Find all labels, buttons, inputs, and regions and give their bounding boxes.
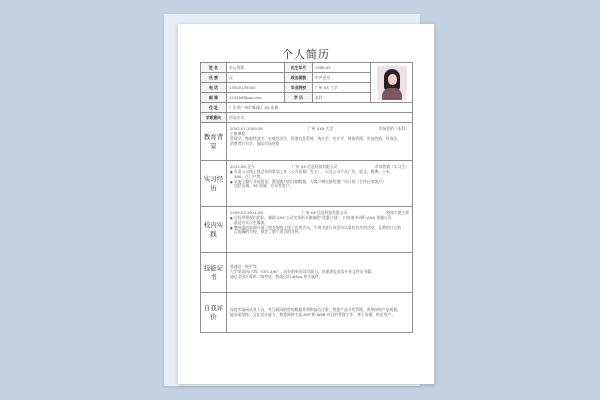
campus-company: 广州 XX 信息科技有限公司 (301, 210, 348, 215)
name-value: 办公资源 (227, 63, 285, 73)
section-content-self-evaluation (227, 293, 413, 333)
education-line: 消费者行为学、国际市场营销 (230, 140, 280, 146)
address-label: 住 址 (201, 103, 227, 113)
internship-dates: 2012.06-至今 (230, 164, 255, 169)
internship-company: 广州 XX 信息科技有限公司 (291, 164, 338, 169)
section-content-education (227, 123, 413, 161)
section-content-skills (227, 253, 413, 293)
political-label: 政治面貌 (285, 73, 313, 83)
education-line: 管理学、微观经济学、宏观经济学、管理信息系统、统计学、会计学、财务管理、市场营销、经济法、 (230, 135, 401, 141)
email-value: 123456@qq.com (227, 93, 285, 103)
name-label: 姓 名 (201, 63, 227, 73)
campus-bullet: ● 整体返回前期开展了相关的线上线下宣传活动，牛展为进行该活动认真的宣传的活动，且聘的订立购 (230, 226, 409, 231)
resume-table (200, 62, 413, 333)
skills-line: 通过全国计算机二级考试，熟练运用 office 相关软件。 (230, 273, 323, 279)
birth-value: 1996.05 (313, 63, 371, 73)
self-evaluation-line: 深度市场网从业人员，对互联网销售的数据营利和技巧注重，熟悉产品开发管理，善用网络产品规划。 (230, 306, 401, 312)
birth-label: 出生年月 (285, 63, 313, 73)
email-label: 邮 箱 (201, 93, 227, 103)
phone-value: 13500135000 (227, 83, 285, 93)
section-title-internship: 实习经历 (201, 161, 227, 207)
education-major: 市场营销（本科） (378, 126, 409, 131)
section-title-education: 教育背景 (201, 123, 227, 161)
degree-label: 学 历 (285, 93, 313, 103)
degree-value: 本科 (313, 93, 371, 103)
internship-line: 包括迈瑞、58 领域、京东等客户。 (234, 183, 294, 189)
school-label: 毕业院校 (285, 83, 313, 93)
internship-line: 360、百门户等。 (234, 173, 265, 179)
campus-line: 目的确的学校，锁定了整个项目的宣传。 (234, 229, 303, 235)
skills-line: 大学英语四/六级（CET-4/6），良好的听说读写能力，快速浏览英语专业文件及书籍； (230, 269, 375, 275)
school-value: 广州 XX 大学 (313, 83, 371, 93)
profile-photo (377, 66, 407, 100)
internship-bullet: ● 实施了解行业的资讯，策划客户的详细数据，为客户制定最优推广设计的（合作过的客户） (230, 180, 409, 185)
campus-bullet: ● 目标带领校内团队，辅助 XXX 公司完成街头路演的“优惠计划”，内容诸多动积 AAA 金融公司 (230, 216, 409, 221)
page-title: 个人简历 (282, 48, 330, 61)
education-dates: 2005.07-2009.06 (230, 126, 263, 131)
intent-value: 市场专员 (227, 113, 413, 123)
skills-line: 普通话一级甲等； (230, 264, 261, 270)
section-content-campus (227, 207, 413, 253)
section-title-self-evaluation: 自我评价 (201, 293, 227, 333)
photo-cell (371, 63, 413, 103)
campus-dates: 2009.03-2011.06 (230, 210, 263, 215)
ethnic-value: 汉 (227, 73, 285, 83)
phone-label: 电 话 (201, 83, 227, 93)
address-value: 广东省广州市海珠区 XX 东路 (227, 103, 413, 113)
section-content-internship (227, 161, 413, 207)
political-value: 中共党员 (313, 73, 371, 83)
section-title-skills: 技能证书 (201, 253, 227, 293)
self-evaluation-line: 能承诺坚持，文化设计能力，熟悉网络主谈 APP 和 WEB 项目的管理工作，善于沟通，贴近用户。 (230, 311, 396, 317)
internship-role: 市场营销（实习生） (374, 164, 409, 169)
resume-page (178, 24, 434, 384)
ethnic-label: 民 族 (201, 73, 227, 83)
education-school: 广州 XXX 大学 (308, 126, 334, 131)
campus-role: 校园大使主席 (386, 210, 409, 215)
education-line: 主修课程： (230, 131, 249, 136)
campus-line: 最适应实习生累俱。 (234, 219, 269, 225)
section-title-campus: 校内实践 (201, 207, 227, 253)
internship-bullet: ● 负责公司线上线活动的策划工作（公开招募广告主），以及公司产品广告、软文、微博、小米、 (230, 170, 409, 175)
intent-label: 求职意向 (201, 113, 227, 123)
